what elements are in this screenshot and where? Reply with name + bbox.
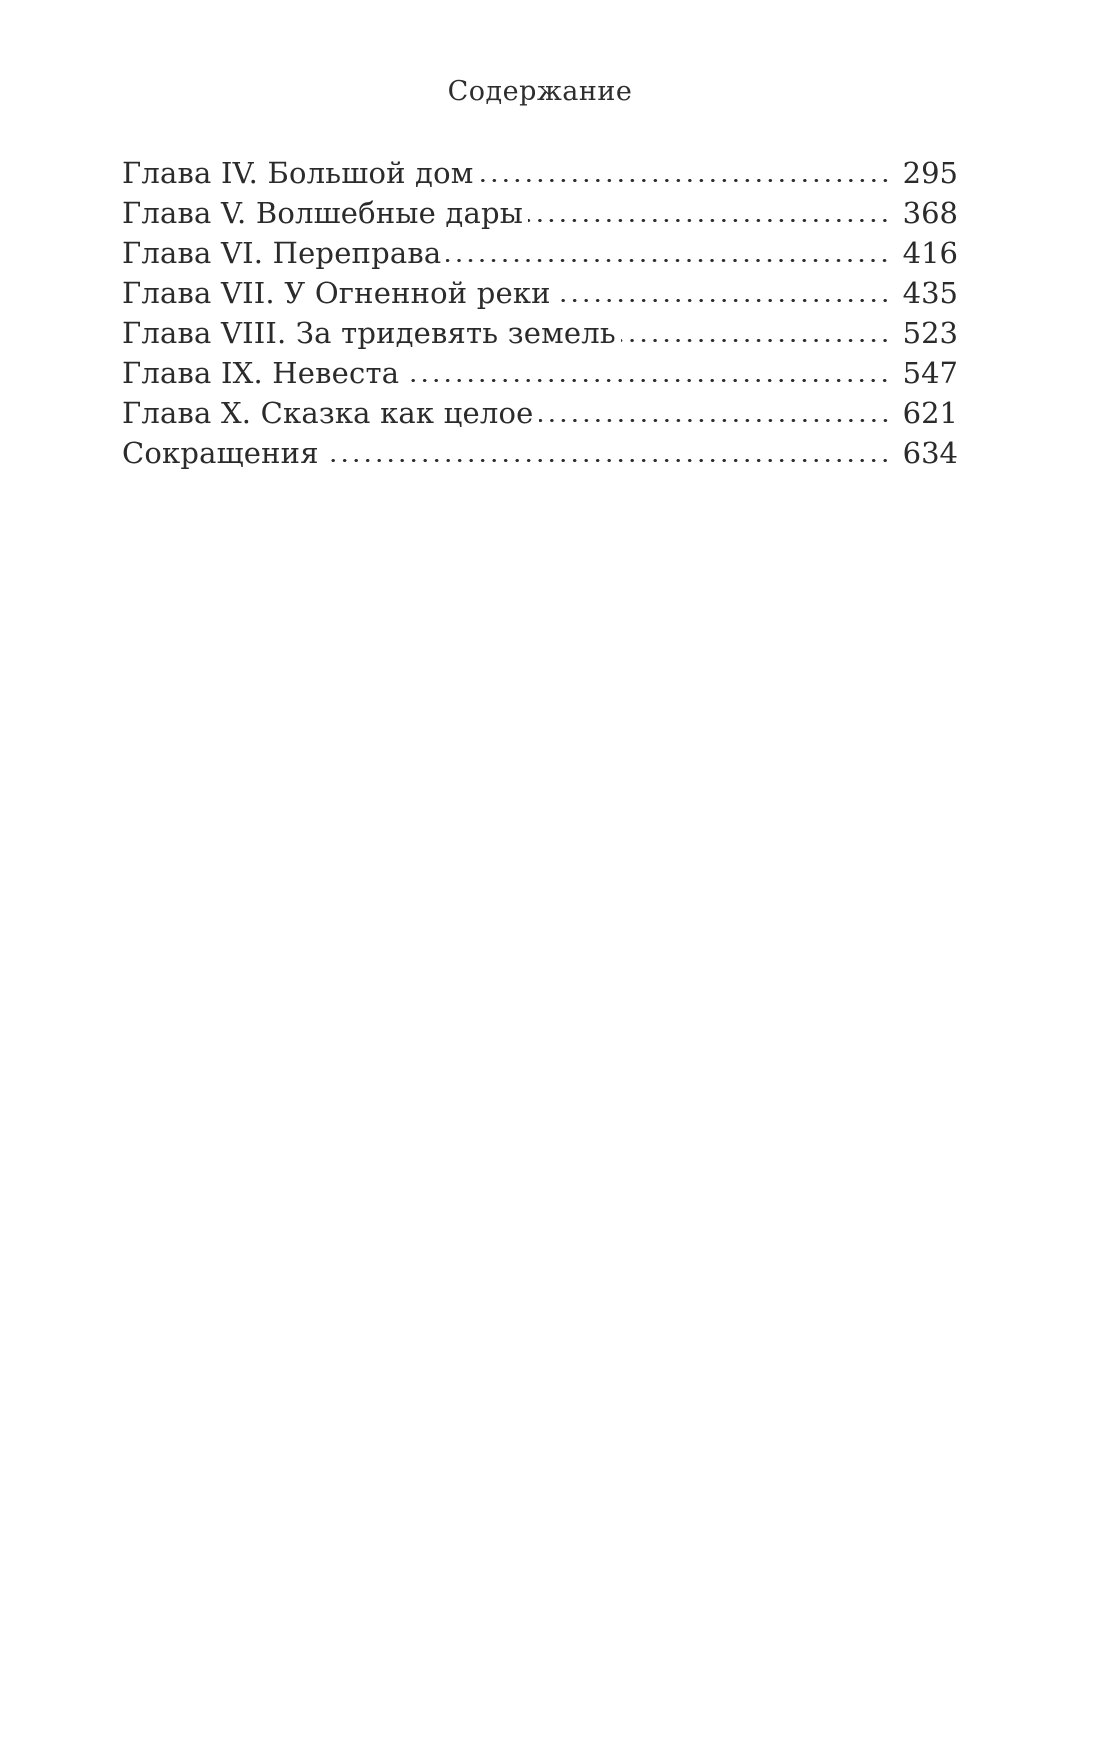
toc-entry-page: 295: [902, 156, 958, 190]
toc-entry-label: Глава X. Сказка как целое: [122, 396, 534, 430]
toc-entry-label: Глава VI. Переправа: [122, 236, 442, 270]
toc-entry: [122, 433, 958, 473]
toc-entry-page: 368: [902, 196, 958, 230]
dot-leader: [404, 378, 890, 383]
toc-entry-page: 416: [902, 236, 958, 270]
dot-leader: [556, 298, 891, 303]
toc-entry-label: Сокращения: [122, 436, 319, 470]
toc-entry-page: 435: [902, 276, 958, 310]
dot-leader: [479, 178, 891, 183]
toc-entry-label: Глава VII. У Огненной реки: [122, 276, 551, 310]
dot-leader: [621, 338, 891, 343]
toc-entry-label: Глава V. Волшебные дары: [122, 196, 524, 230]
toc-entry-page: 634: [902, 436, 958, 470]
page-title: Содержание: [447, 76, 633, 107]
toc-entry: [122, 393, 958, 433]
toc-entry: [122, 193, 958, 233]
toc-entry-label: Глава VIII. За тридевять земель: [122, 316, 616, 350]
toc-entry-page: 547: [902, 356, 958, 390]
toc-entry: [122, 153, 958, 193]
toc-entry: [122, 233, 958, 273]
toc-entry-page: 523: [902, 316, 958, 350]
toc-entry-page: 621: [902, 396, 958, 430]
toc-entry: [122, 273, 958, 313]
toc-entry-label: Глава IX. Невеста: [122, 356, 400, 390]
toc-entry-label: Глава IV. Большой дом: [122, 156, 474, 190]
dot-leader: [539, 418, 891, 423]
toc-entry: [122, 313, 958, 353]
dot-leader: [324, 458, 891, 463]
dot-leader: [446, 258, 890, 263]
toc-entry: [122, 353, 958, 393]
dot-leader: [528, 218, 891, 223]
table-of-contents: [122, 153, 958, 473]
